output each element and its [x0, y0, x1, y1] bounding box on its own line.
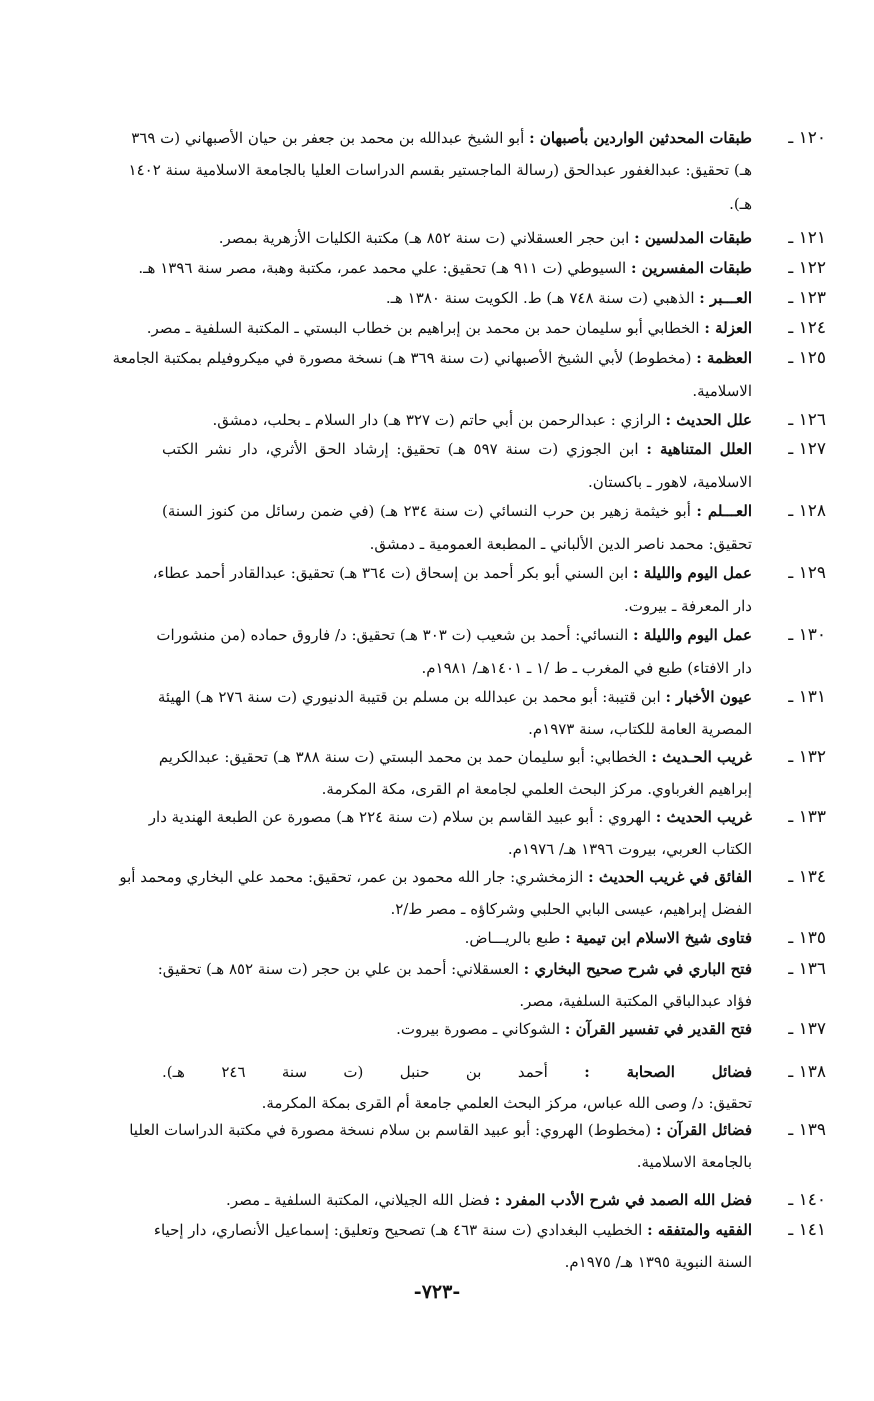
- entry-line: [146, 314, 752, 342]
- entry-text: الاسلامية، لاهور ـ باكستان.: [588, 473, 752, 491]
- entry-line: [162, 284, 752, 312]
- bibliography-entry: [0, 1058, 874, 1112]
- entry-text: الهروي : أبو عبيد القاسم بن سلام (ت سنة ٢٢٤ هـ) مصورة عن الطبعة الهندية دار: [148, 808, 651, 826]
- entry-text: الرازي : عبدالرحمن بن أبي حاتم (ت ٣٢٧ هـ) دار السلام ـ بحلب، دمشق.: [212, 411, 661, 429]
- entry-line: [128, 156, 752, 184]
- entry-number: ١٢٧ ـ: [788, 439, 826, 459]
- bibliography-entry: [0, 344, 874, 400]
- entry-line: [157, 955, 752, 983]
- entry-text: الشوكاني ـ مصورة بيروت.: [396, 1020, 561, 1038]
- entry-number: ١٣٢ ـ: [788, 747, 826, 767]
- entry-text: دار الافتاء) طبع في المغرب ـ ط /١ ـ ١٤٠١هـ/ ١٩٨١م.: [421, 659, 752, 677]
- entry-line: [162, 895, 752, 923]
- entry-title: فتاوى شيخ الاسلام ابن تيمية :: [565, 929, 752, 947]
- entry-number: ١٤١ ـ: [788, 1220, 826, 1240]
- entry-text: بالجامعة الاسلامية.: [636, 1153, 752, 1171]
- entry-line: [162, 530, 752, 558]
- entry-text: الكتاب العربي، بيروت ١٣٩٦ هـ/ ١٩٧٦م.: [507, 840, 752, 858]
- entry-number: ١٢٥ ـ: [788, 348, 826, 368]
- entry-line: [162, 592, 752, 620]
- entry-title: طبقات المحدثين الواردين بأصبهان :: [529, 129, 752, 147]
- entry-title: عيون الأخبار :: [665, 688, 752, 706]
- entry-text: أبو خيثمة زهير بن حرب النسائي (ت سنة ٢٣٤ هـ) (في ضمن رسائل من كنوز السنة): [162, 502, 691, 520]
- bibliography-entry: [0, 497, 874, 553]
- entry-text: الخطابي: أبو سليمان حمد بن محمد البستي (ت سنة ٣٨٨ هـ) تحقيق: عبدالكريم: [158, 748, 647, 766]
- bibliography-entry: [0, 924, 874, 948]
- entry-number: ١٣٩ ـ: [788, 1120, 826, 1140]
- entry-line: [162, 1186, 752, 1214]
- entry-title: عمل اليوم والليلة :: [633, 564, 752, 582]
- bibliography-entry: [0, 124, 874, 213]
- bibliography-entry: [0, 254, 874, 278]
- bibliography-entry: [0, 284, 874, 308]
- entry-title: علل الحديث :: [665, 411, 752, 429]
- entry-text: السنة النبوية ١٣٩٥ هـ/ ١٩٧٥م.: [564, 1253, 752, 1271]
- entry-title: فضائل القرآن :: [655, 1121, 752, 1139]
- entry-text: تحقيق: د/ وصى الله عباس، مركز البحث العلمي جامعة أم القرى بمكة المكرمة.: [261, 1094, 752, 1112]
- entry-text: المصرية العامة للكتاب، سنة ١٩٧٣م.: [528, 720, 752, 738]
- entry-text: (مخطوط) لأبي الشيخ الأصبهاني (ت سنة ٣٦٩ هـ) نسخة مصورة في ميكروفيلم بمكتبة الجامعة: [112, 349, 692, 367]
- entry-title: فضائل الصحابة :: [584, 1063, 752, 1081]
- entry-text: الزمخشري: جار الله محمود بن عمر، تحقيق: محمد علي البخاري ومحمد أبو: [119, 868, 584, 886]
- bibliography-entry: [0, 863, 874, 918]
- entry-line: [162, 835, 752, 863]
- entry-line: [162, 468, 752, 496]
- entry-line: [157, 683, 752, 711]
- entry-number: ١٤٠ ـ: [788, 1190, 826, 1210]
- entry-line: [153, 1216, 752, 1244]
- entry-title: طبقات المفسرين :: [631, 259, 752, 277]
- entry-text: إبراهيم الغرباوي. مركز البحث العلمي لجامعة ام القرى، مكة المكرمة.: [321, 780, 752, 798]
- entry-text: فؤاد عبدالباقي المكتبة السلفية، مصر.: [519, 992, 752, 1010]
- entry-number: ١٢٦ ـ: [788, 410, 826, 430]
- bibliography-entry: [0, 1015, 874, 1039]
- entry-line: [162, 987, 752, 1015]
- entry-line: [162, 497, 752, 525]
- bibliography-entry: [0, 683, 874, 738]
- entry-title: فتح القدير في تفسير القرآن :: [564, 1020, 752, 1038]
- entry-number: ١٢١ ـ: [788, 228, 826, 248]
- bibliography-entry: [0, 803, 874, 858]
- entry-title: العـــلم :: [696, 502, 752, 520]
- entry-line: [162, 715, 752, 743]
- entry-number: ١٢٠ ـ: [788, 128, 826, 148]
- entry-line: [162, 224, 752, 252]
- entry-text: الخطيب البغدادي (ت سنة ٤٦٣ هـ) تصحيح وتعليق: إسماعيل الأنصاري، دار إحياء: [153, 1221, 643, 1239]
- entry-line: [162, 190, 752, 218]
- entry-line: [131, 124, 752, 152]
- entry-number: ١٣٣ ـ: [788, 807, 826, 827]
- entry-line: [162, 435, 752, 463]
- bibliography-entry: [0, 621, 874, 677]
- entry-number: ١٣٦ ـ: [788, 959, 826, 979]
- entry-text: ابن قتيبة: أبو محمد بن عبدالله بن مسلم بن قتيبة الدنيوري (ت سنة ٢٧٦ هـ) الهيئة: [157, 688, 661, 706]
- entry-number: ١٢٨ ـ: [788, 501, 826, 521]
- entry-line: [162, 654, 752, 682]
- entry-number: ١٣٠ ـ: [788, 625, 826, 645]
- entry-text: ابن حجر العسقلاني (ت سنة ٨٥٢ هـ) مكتبة الكليات الأزهرية بمصر.: [218, 229, 630, 247]
- entry-title: العلل المتناهية :: [646, 440, 752, 458]
- entry-title: الفائق في غريب الحديث :: [588, 868, 752, 886]
- entry-title: العظمة :: [696, 349, 752, 367]
- entry-title: عمل اليوم والليلة :: [633, 626, 752, 644]
- entry-line: [162, 1148, 752, 1176]
- entry-text: طبع بالريـــاض.: [464, 929, 561, 947]
- entry-line: [129, 1116, 752, 1144]
- entry-title: فضل الله الصمد في شرح الأدب المفرد :: [494, 1191, 752, 1209]
- entry-line: [119, 863, 752, 891]
- entry-text: ابن الجوزي (ت سنة ٥٩٧ هـ) تحقيق: إرشاد الحق الأثري، دار نشر الكتب: [162, 440, 639, 458]
- entry-text: تحقيق: محمد ناصر الدين الألباني ـ المطبعة العمومية ـ دمشق.: [369, 535, 752, 553]
- entry-line: [162, 1058, 752, 1086]
- entry-line: [162, 377, 752, 405]
- bibliography-entry: [0, 314, 874, 338]
- entry-text: الاسلامية.: [692, 382, 752, 400]
- entry-line: [158, 743, 752, 771]
- entry-title: غريب الحـديث :: [651, 748, 752, 766]
- entry-title: طبقات المدلسين :: [634, 229, 752, 247]
- entry-text: الخطابي أبو سليمان حمد بن محمد بن إبراهيم بن خطاب البستي ـ المكتبة السلفية ـ مصر.: [146, 319, 700, 337]
- entry-text: ابن السني أبو بكر أحمد بن إسحاق (ت ٣٦٤ هـ) تحقيق: عبدالقادر أحمد عطاء،: [152, 564, 629, 582]
- entry-number: ١٢٢ ـ: [788, 258, 826, 278]
- entry-text: هـ) تحقيق: عبدالغفور عبدالحق (رسالة الماجستير بقسم الدراسات العليا بالجامعة الاسلامية سنة ١٤٠٢: [128, 161, 752, 179]
- entry-text: (مخطوط) الهروي: أبو عبيد القاسم بن سلام نسخة مصورة في مكتبة الدراسات العليا: [129, 1121, 652, 1139]
- entry-line: [112, 344, 752, 372]
- entry-line: [162, 406, 752, 434]
- entry-text: الذهبي (ت سنة ٧٤٨ هـ) ط. الكويت سنة ١٣٨٠ هـ.: [385, 289, 695, 307]
- entry-number: ١٣٨ ـ: [788, 1062, 826, 1082]
- entry-line: [162, 775, 752, 803]
- entry-text: السيوطي (ت ٩١١ هـ) تحقيق: علي محمد عمر، مكتبة وهبة، مصر سنة ١٣٩٦ هـ.: [138, 259, 627, 277]
- bibliography-entry: [0, 1186, 874, 1210]
- entry-number: ١٢٩ ـ: [788, 563, 826, 583]
- bibliography-entry: [0, 743, 874, 798]
- page-number: -٧٢٣-: [413, 1281, 461, 1303]
- bibliography-entry: [0, 559, 874, 615]
- entry-line: [162, 924, 752, 952]
- bibliography-entry: [0, 1216, 874, 1271]
- entry-text: أبو الشيخ عبدالله بن محمد بن جعفر بن حيان الأصبهاني (ت ٣٦٩: [131, 129, 525, 147]
- entry-title: العـــبر :: [699, 289, 752, 307]
- entry-number: ١٣٥ ـ: [788, 928, 826, 948]
- entry-title: العزلة :: [704, 319, 752, 337]
- entry-text: النسائي: أحمد بن شعيب (ت ٣٠٣ هـ) تحقيق: د/ فاروق حماده (من منشورات: [156, 626, 629, 644]
- entry-line: [162, 1015, 752, 1043]
- bibliography-entry: [0, 435, 874, 491]
- entry-title: غريب الحديث :: [655, 808, 752, 826]
- entry-number: ١٢٤ ـ: [788, 318, 826, 338]
- entry-text: هـ).: [729, 195, 752, 213]
- entry-text: أحمد بن حنبل (ت سنة ٢٤٦ هـ).: [162, 1063, 548, 1081]
- entry-text: الفضل إبراهيم، عيسى البابي الحلبي وشركاؤه ـ مصر ط/٢.: [390, 900, 752, 918]
- entry-number: ١٣٤ ـ: [788, 867, 826, 887]
- entry-number: ١٣١ ـ: [788, 687, 826, 707]
- entry-line: [162, 1248, 752, 1276]
- entry-title: فتح الباري في شرح صحيح البخاري :: [523, 960, 752, 978]
- entry-line: [156, 621, 752, 649]
- entry-title: الفقيه والمتفقه :: [647, 1221, 752, 1239]
- entry-text: دار المعرفة ـ بيروت.: [623, 597, 752, 615]
- entry-number: ١٣٧ ـ: [788, 1019, 826, 1039]
- entry-line: [138, 254, 752, 282]
- entry-number: ١٢٣ ـ: [788, 288, 826, 308]
- bibliography-entry: [0, 955, 874, 1010]
- bibliography-entry: [0, 1116, 874, 1171]
- bibliography-entry: [0, 224, 874, 248]
- entry-text: العسقلاني: أحمد بن علي بن حجر (ت سنة ٨٥٢ هـ) تحقيق:: [157, 960, 519, 978]
- entry-line: [148, 803, 752, 831]
- entry-line: [162, 1089, 752, 1117]
- entry-line: [152, 559, 752, 587]
- entry-text: فضل الله الجيلاني، المكتبة السلفية ـ مصر.: [226, 1191, 490, 1209]
- bibliography-entry: [0, 406, 874, 430]
